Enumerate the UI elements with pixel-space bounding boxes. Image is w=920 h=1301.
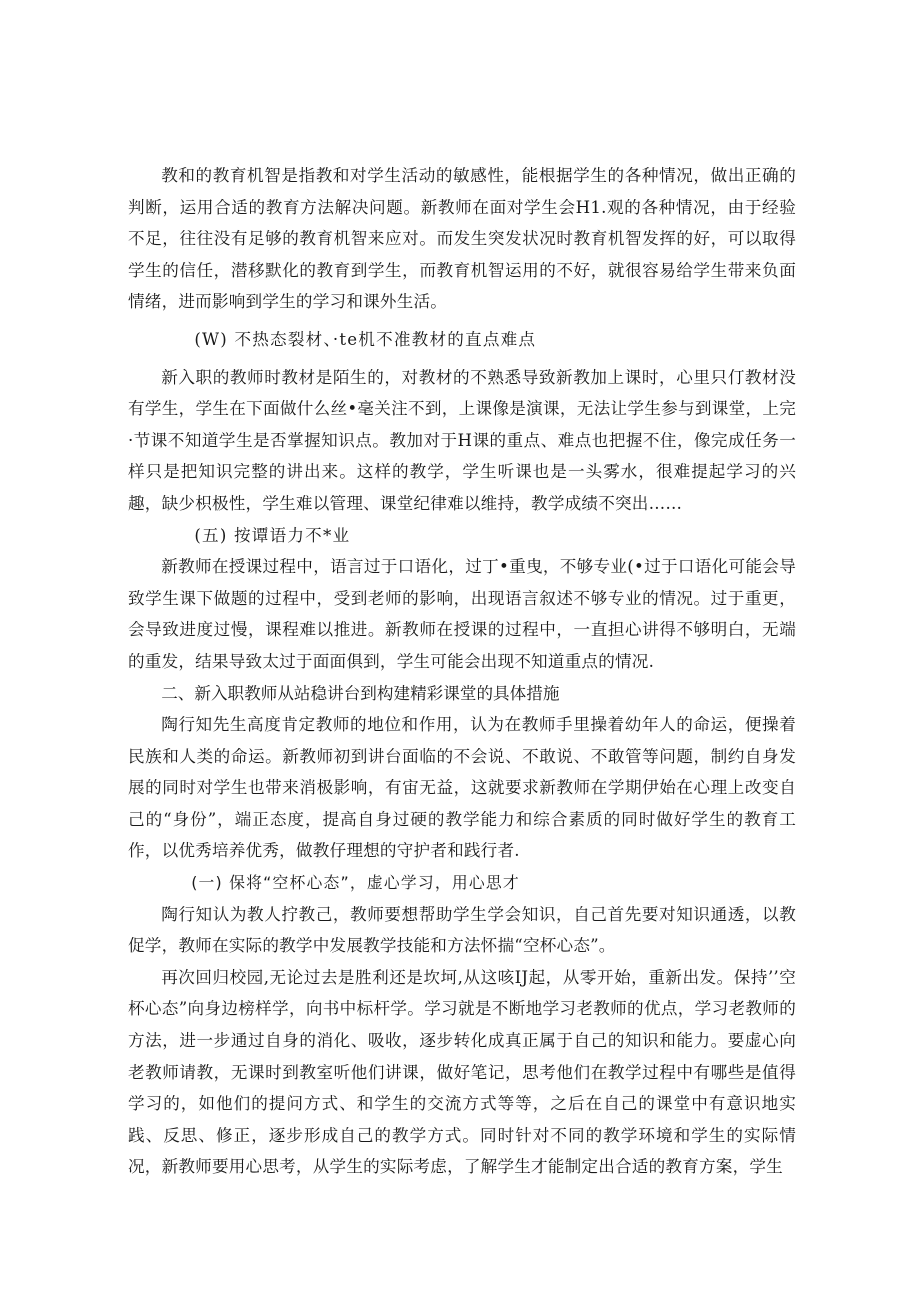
paragraph-language: 新教师在授课过程中，语言过于口语化，过丁•重曳，不够专业(•过于口语化可能会导致学生课下做题的过程中，受到老师的影响，出现语言叙述不够专业的情况。过于重更，会导致进度过慢，课程难以推进。新教师在授课的过程中，一直担心讲得不够明白，无端的重发，结果导致太过于面面俱到，学生可能会出现不知道重点的情况. bbox=[128, 557, 796, 671]
paragraph-tao-xingzhi: 陶行知先生高度肯定教师的地位和作用，认为在教师手里操着幼年人的命运，便操着民族和人类的命运。新教师初到讲台面临的不会说、不敢说、不敢管等问题，制约自身发展的同时对学生也带来消极影响，有宙无益，这就要求新教师在学期伊始在心理上改变自己的“身份”，端正态度，提高自身过硬的教学能力和综合素质的同时做好学生的教育工作，以优秀培养优秀，做教仔理想的守护者和践行者. bbox=[128, 715, 796, 861]
paragraph-teaching-wisdom: 教和的教育机智是指教和对学生活动的敏感性，能根据学生的各种情况，做出正确的判断，运用合适的教育方法解决问题。新教师在面对学生会H1.观的各种情况，由于经验不足，往往没有足够的教育机智来应对。而发生突发状况时教育机智发挥的好，可以取得学生的信任，潜移默化的教育到学生，而教育机智运用的不好，就很容易给学生带来负面情绪，进而影响到学生的学习和课外生活。 bbox=[128, 166, 796, 312]
paragraph-teach-self: 陶行知认为教人拧教己，教师要想帮助学生学会知识，自己首先要对知识通透，以教促学，教师在实际的教学中发展教学技能和方法怀揣“空杯心态”。 bbox=[128, 904, 796, 956]
paragraph-return-campus: 再次回归校园,无论过去是胜利还是坎坷,从这咳IJ起，从零开始，重新出发。保持’’空杯心态”向身边榜样学，向书中标杆学。学习就是不断地学习老教师的优点，学习老教师的方法，进一步通过自身的消化、吸收，逐步转化成真正属于自己的知识和能力。要虚心向老教师请教，无课时到教室听他们讲课，做好笔记，思考他们在教学过程中有哪些是值得学习的，如他们的提问方式、和学生的交流方式等等，之后在自己的课堂中有意识地实践、反思、修正，逐步形成自己的教学方式。同时针对不同的教学环境和学生的实际情况，新教师要用心思考，从学生的实际考虑，了解学生才能制定出合适的教育方案，学生 bbox=[128, 967, 796, 1177]
section-title-measures: 二、新入职教师从站稳讲台到构建精彩课堂的具体措施 bbox=[161, 683, 560, 703]
heading-empty-cup: (一) 保将“空杯心态”，虚心学习，用心思才 bbox=[191, 873, 520, 893]
paragraph-textbook: 新入职的教师时教材是陌生的，对教材的不熟悉导致新教加上课时，心里只仃教材没有学生，学生在下面做什么丝•毫关注不到，上课像是演课，无法让学生参与到课堂，上完·节课不知道学生是否掌握知识点。教加对于H课的重点、难点也把握不住，像完成任务一样只是把知识完整的讲出来。这样的教学，学生听课也是一头雾水，很难提起学习的兴趣，缺少枳极性，学生难以管理、课堂纪律难以维持，教学成绩不突出…… bbox=[128, 367, 796, 513]
heading-language: (五) 按谭语力不*业 bbox=[194, 525, 351, 545]
heading-textbook: (W) 不热态裂材、·te机不准教材的直点难点 bbox=[194, 329, 537, 349]
document-body bbox=[128, 160, 796, 1183]
